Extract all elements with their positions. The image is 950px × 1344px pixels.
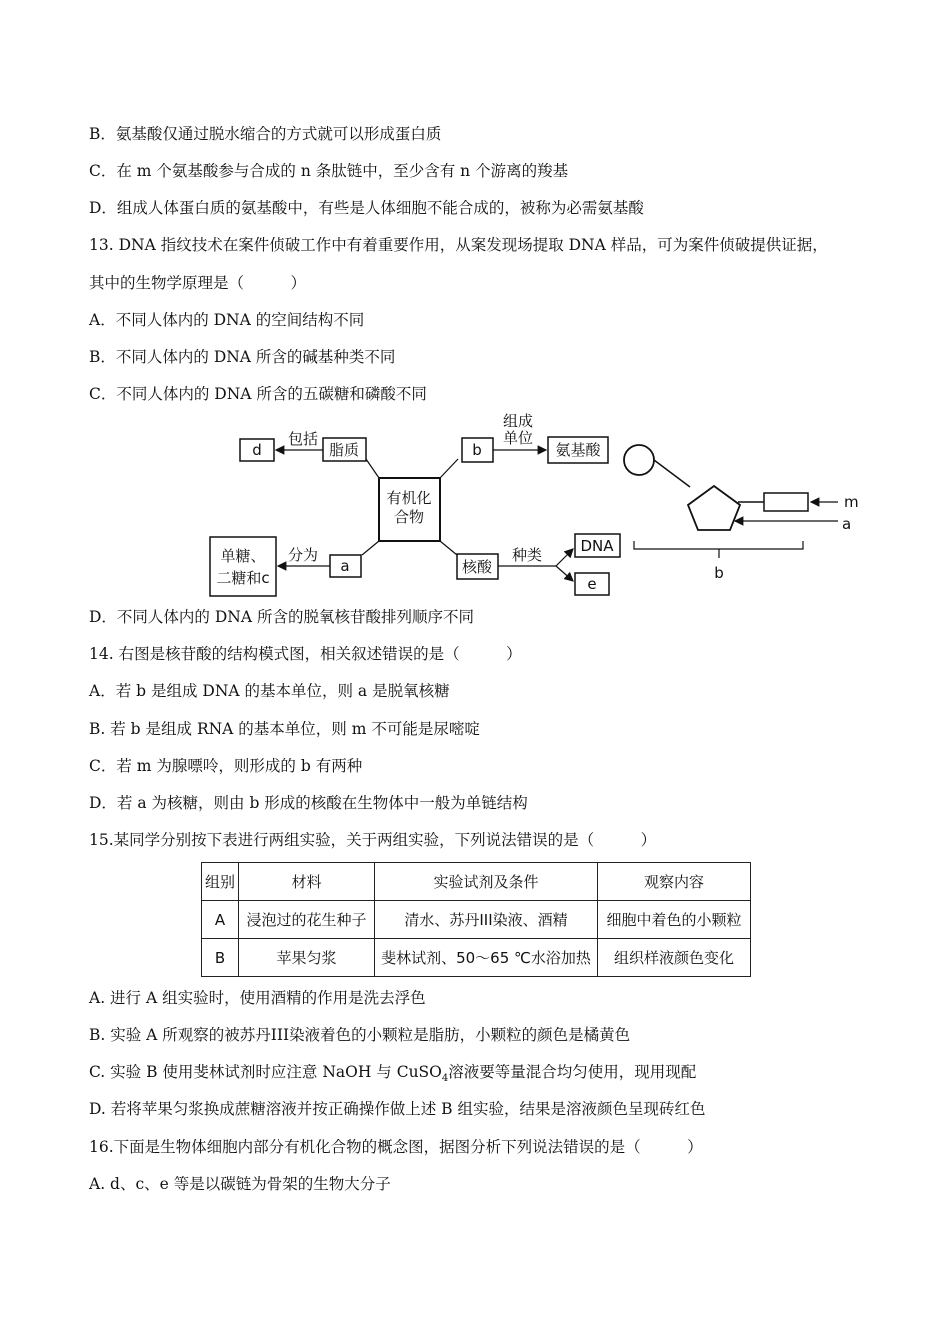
q12-option-d: D．组成人体蛋白质的氨基酸中，有些是人体细胞不能合成的，被称为必需氨基酸 xyxy=(89,199,644,217)
q13-stem-cont: 其中的生物学原理是（ ） xyxy=(89,274,307,292)
table-cell: 浸泡过的花生种子 xyxy=(239,901,375,939)
nucleotide-a-label: a xyxy=(842,515,852,533)
q15-option-c-text-end: 溶液要等量混合均匀使用，现用现配 xyxy=(448,1063,697,1081)
table-cell: 清水、苏丹III染液、酒精 xyxy=(375,901,598,939)
lipid-label: 脂质 xyxy=(328,441,360,459)
header-material: 材料 xyxy=(239,863,375,901)
unit-label-1: 组成 xyxy=(502,412,534,430)
q15-option-c xyxy=(89,1062,696,1089)
q14-option-a: A．若 b 是组成 DNA 的基本单位，则 a 是脱氧核糖 xyxy=(89,682,450,700)
q16-stem: 16.下面是生物体细胞内部分有机化合物的概念图，据图分析下列说法错误的是（ ） xyxy=(89,1138,703,1156)
figures xyxy=(0,0,950,620)
q14-option-d: D．若 a 为核糖，则由 b 形成的核酸在生物体中一般为单链结构 xyxy=(89,794,528,812)
nucleotide-diagram xyxy=(624,445,859,582)
q13-option-c: C．不同人体内的 DNA 所含的五碳糖和磷酸不同 xyxy=(89,385,427,403)
amino-acid-label: 氨基酸 xyxy=(555,441,601,459)
q16-option-a: A. d、c、e 等是以碳链为骨架的生物大分子 xyxy=(89,1175,391,1193)
center-label-2: 合物 xyxy=(393,508,425,526)
nucleotide-b-label: b xyxy=(714,564,724,582)
q14-option-c: C．若 m 为腺嘌呤，则形成的 b 有两种 xyxy=(89,757,363,775)
include-label: 包括 xyxy=(287,430,319,448)
q15-option-b: B. 实验 A 所观察的被苏丹III染液着色的小颗粒是脂肪，小颗粒的颜色是橘黄色 xyxy=(89,1026,631,1044)
center-label-1: 有机化 xyxy=(386,489,432,507)
q12-option-c: C．在 m 个氨基酸参与合成的 n 条肽链中，至少含有 n 个游离的羧基 xyxy=(89,162,569,180)
table-cell: A xyxy=(202,901,239,939)
a-label: a xyxy=(340,557,350,575)
subscript: 4 xyxy=(441,1073,449,1085)
header-observation: 观察内容 xyxy=(598,863,751,901)
q13-stem: 13. DNA 指纹技术在案件侦破工作中有着重要作用，从案发现场提取 DNA 样品，可为案件侦破提供证据， xyxy=(89,236,828,254)
kinds-label: 种类 xyxy=(511,546,543,564)
q15-option-d: D. 若将苹果匀浆换成蔗糖溶液并按正确操作做上述 B 组实验，结果是溶液颜色呈现砖红色 xyxy=(89,1100,706,1118)
table-cell: B xyxy=(202,939,239,977)
divided-label: 分为 xyxy=(287,546,319,564)
table-cell: 斐林试剂、50～65 ℃水浴加热 xyxy=(375,939,598,977)
table-cell: 组织样液颜色变化 xyxy=(598,939,751,977)
phosphate-circle xyxy=(624,445,654,475)
q14-option-b: B. 若 b 是组成 RNA 的基本单位，则 m 不可能是尿嘧啶 xyxy=(89,720,480,738)
q12-option-b: B．氨基酸仅通过脱水缩合的方式就可以形成蛋白质 xyxy=(89,125,442,143)
header-group: 组别 xyxy=(202,863,239,901)
nucleic-acid-label: 核酸 xyxy=(461,558,493,576)
q13-option-a: A．不同人体内的 DNA 的空间结构不同 xyxy=(89,311,365,329)
base-box xyxy=(764,493,808,511)
sugars-label-2: 二糖和c xyxy=(216,569,270,587)
q13-option-b: B．不同人体内的 DNA 所含的碱基种类不同 xyxy=(89,348,396,366)
sugars-label-1: 单糖、 xyxy=(220,547,266,565)
table-row xyxy=(202,901,751,939)
header-reagent: 实验试剂及条件 xyxy=(375,863,598,901)
b-brace xyxy=(634,541,803,549)
concept-map xyxy=(210,412,620,596)
q14-stem: 14. 右图是核苷酸的结构模式图，相关叙述错误的是（ ） xyxy=(89,645,522,663)
unit-label-2: 单位 xyxy=(502,429,534,447)
q15-option-a: A. 进行 A 组实验时，使用酒精的作用是洗去浮色 xyxy=(89,989,426,1007)
pentose-pentagon xyxy=(688,486,740,530)
dna-label: DNA xyxy=(580,537,614,555)
e-label: e xyxy=(587,575,597,593)
sugars-box xyxy=(210,537,276,596)
table-header-row xyxy=(202,863,751,901)
q13-option-d: D．不同人体内的 DNA 所含的脱氧核苷酸排列顺序不同 xyxy=(89,608,474,626)
q15-option-c-text: C. 实验 B 使用斐林试剂时应注意 NaOH 与 CuSO xyxy=(89,1063,442,1081)
b-label: b xyxy=(472,441,482,459)
q15-stem: 15.某同学分别按下表进行两组实验，关于两组实验，下列说法错误的是（ ） xyxy=(89,831,657,849)
experiment-table xyxy=(201,862,751,977)
m-label: m xyxy=(844,493,859,511)
table-cell: 细胞中着色的小颗粒 xyxy=(598,901,751,939)
d-label: d xyxy=(252,441,262,459)
table-cell: 苹果匀浆 xyxy=(239,939,375,977)
table-row xyxy=(202,939,751,977)
